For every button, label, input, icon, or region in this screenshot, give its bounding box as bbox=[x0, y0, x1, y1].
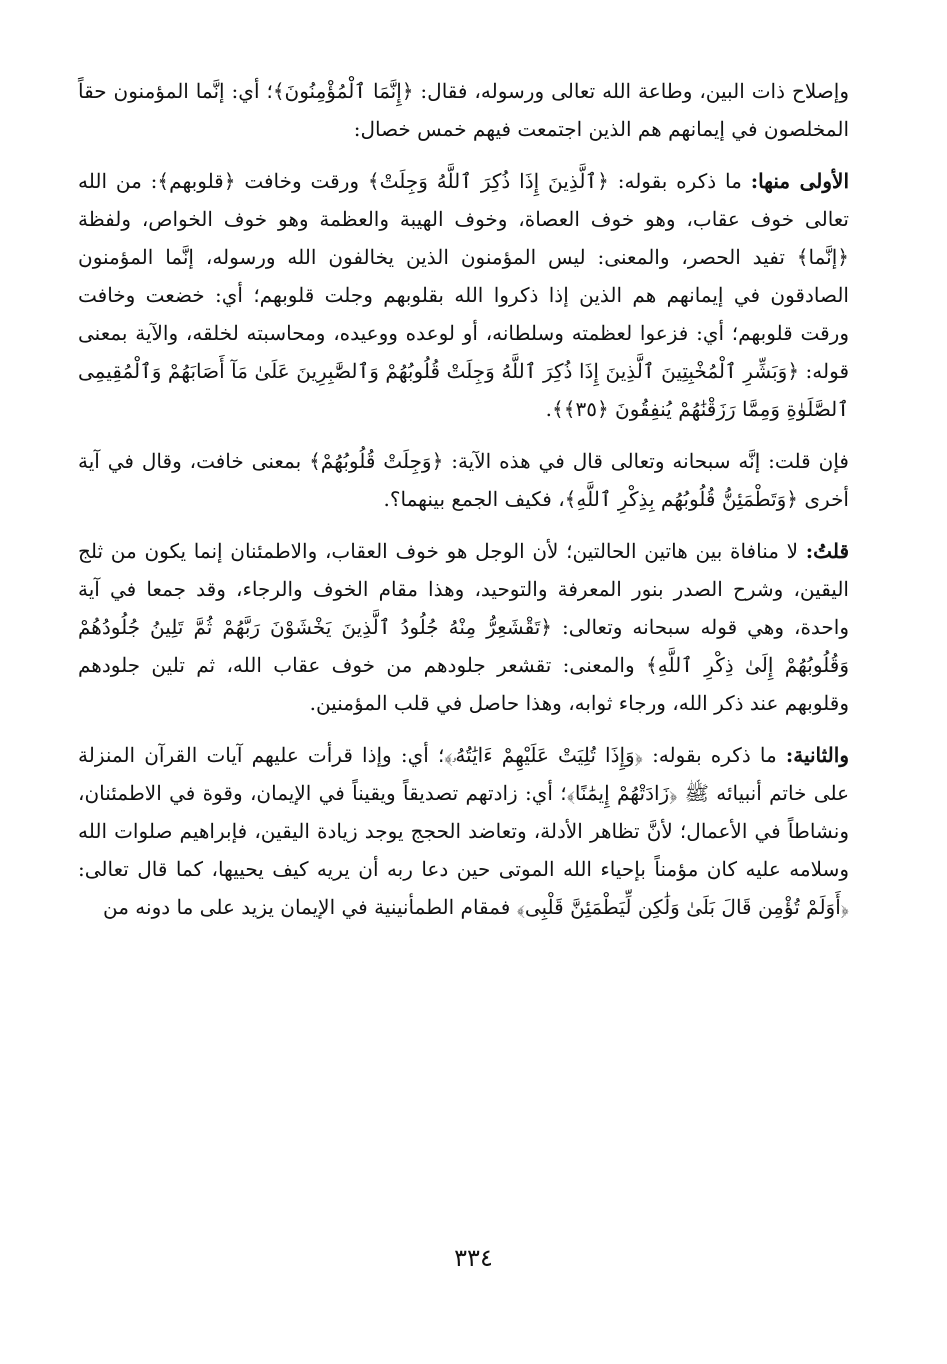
paragraph-text: ما ذكره بقوله: ﴿وَإِذَا تُلِيَتْ عَلَيْهِمْ ءَايَٰتُهُۥ﴾؛ أي: وإذا قرأت عليهم آيات القرآن المنزلة على خاتم أنبيائه ﷺ ﴿زَادَتْهُمْ إِيمَٰنًا﴾؛ أي: زادتهم تصديقاً ويقيناً في الإيمان، وقوة في الاطمئنان، ونشاطاً في الأعمال؛ لأنَّ تظاهر الأدلة، وتعاضد الحجج يوجد زيادة اليقين، فإبراهيم صلوات الله وسلامه عليه كان مؤمناً بإحياء الله الموتى حين دعا ربه أن يريه كيف يحييها، كما قال تعالى: ﴿أَوَلَمْ تُؤْمِن قَالَ بَلَىٰ وَلَٰكِن لِّيَطْمَئِنَّ قَلْبِى﴾ فمقام الطمأنينية في الإيمان يزيد على ما دونه من bbox=[78, 743, 849, 919]
paragraph-text: لا منافاة بين هاتين الحالتين؛ لأن الوجل هو خوف العقاب، والاطمئنان إنما يكون من ثلج اليقين، وشرح الصدر بنور المعرفة والتوحيد، وهذا مقام الخوف والرجاء، وقد جمعا في آية واحدة، وهي قوله سبحانه وتعالى: ﴿تَقْشَعِرُّ مِنْهُ جُلُودُ ٱلَّذِينَ يَخْشَوْنَ رَبَّهُمْ ثُمَّ تَلِينُ جُلُودُهُمْ وَقُلُوبُهُمْ إِلَىٰ ذِكْرِ ٱللَّهِ﴾ والمعنى: تقشعر جلودهم من خوف عقاب الله، ثم تلين جلودهم وقلوبهم عند ذكر الله، ورجاء ثوابه، وهذا حاصل في قلب المؤمنين. bbox=[78, 539, 849, 715]
paragraph-text: ما ذكره بقوله: ﴿ٱلَّذِينَ إِذَا ذُكِرَ ٱللَّهُ وَجِلَتْ﴾ ورقت وخافت ﴿قلوبهم﴾: من الله تعالى خوف عقاب، وهو خوف العصاة، وخوف الهيبة والعظمة وهو خوف الخواص، ولفظة ﴿إنَّما﴾ تفيد الحصر، والمعنى: ليس المؤمنون الذين يخالفون الله ورسوله، إنَّما المؤمنون الصادقون في إيمانهم هم الذين إذا ذكروا الله بقلوبهم وجلت قلوبهم؛ أي: خضعت وخافت ورقت قلوبهم؛ أي: فزعوا لعظمته وسلطانه، أو لوعده ووعيده، ومحاسبته لخلقه، والآية بمعنى قوله: ﴿وَبَشِّرِ ٱلْمُخْبِتِينَ ٱلَّذِينَ إِذَا ذُكِرَ ٱللَّهُ وَجِلَتْ قُلُوبُهُمْ وَٱلصَّٰبِرِينَ عَلَىٰ مَآ أَصَابَهُمْ وَٱلْمُقِيمِى ٱلصَّلَوٰةِ وَمِمَّا رَزَقْنَٰهُمْ يُنفِقُونَ ﴿٣٥﴾﴾. bbox=[78, 169, 849, 421]
paragraph-objection bbox=[78, 442, 849, 518]
paragraph-heading: قلتُ: bbox=[805, 539, 849, 563]
paragraph-intro bbox=[78, 72, 849, 148]
page-body bbox=[78, 72, 849, 926]
paragraph-answer bbox=[78, 532, 849, 722]
paragraph-second-trait bbox=[78, 736, 849, 926]
paragraph-first-trait bbox=[78, 162, 849, 428]
page-number: ٣٣٤ bbox=[454, 1244, 493, 1272]
paragraph-heading: والثانية: bbox=[785, 743, 849, 767]
paragraph-text: فإن قلت: إنَّه سبحانه وتعالى قال في هذه الآية: ﴿وَجِلَتْ قُلُوبُهُمْ﴾ بمعنى خافت، وقال في آية أخرى ﴿وَتَطْمَئِنُّ قُلُوبُهُم بِذِكْرِ ٱللَّهِ﴾، فكيف الجمع بينهما؟. bbox=[78, 449, 849, 511]
paragraph-heading: الأولى منها: bbox=[750, 169, 849, 193]
paragraph-text: وإصلاح ذات البين، وطاعة الله تعالى ورسوله، فقال: ﴿إِنَّمَا ٱلْمُؤْمِنُونَ﴾؛ أي: إنَّما المؤمنون حقاً المخلصون في إيمانهم هم الذين اجتمعت فيهم خمس خصال: bbox=[78, 79, 849, 141]
